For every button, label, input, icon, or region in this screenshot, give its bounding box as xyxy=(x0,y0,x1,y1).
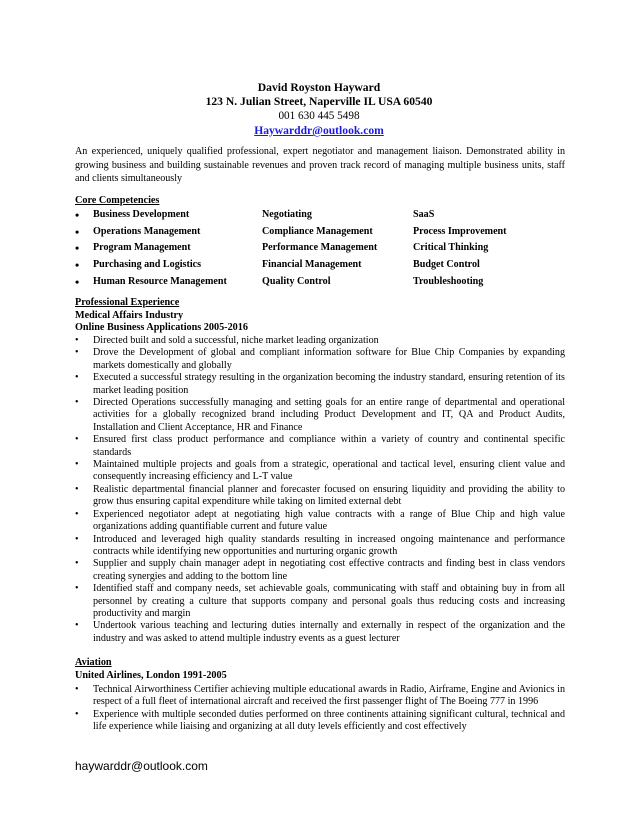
competency-item: Critical Thinking xyxy=(413,242,489,253)
bullet-icon: • xyxy=(75,620,79,632)
bullet-icon: • xyxy=(75,208,80,222)
medical-company-heading: Online Business Applications 2005-2016 xyxy=(75,322,248,333)
bullet-icon: • xyxy=(75,224,80,239)
candidate-name: David Royston Hayward xyxy=(257,81,381,94)
professional-experience-heading: Professional Experience xyxy=(75,297,180,308)
list-item xyxy=(75,397,565,434)
experience-text: Technical Airworthiness Certifier achieving multiple educational awards in Radio, Airframe, Engine and Avionics in respect of a full fleet of international aircraft and received the first passenger flight of The Boeing 777 in 1996 xyxy=(93,684,565,708)
list-item xyxy=(75,484,565,509)
list-item xyxy=(75,372,565,397)
competency-item: Business Development xyxy=(93,209,190,220)
bullet-icon: • xyxy=(75,483,79,495)
bullet-icon: • xyxy=(75,684,79,695)
aviation-industry-heading: Aviation xyxy=(75,657,112,668)
competency-item: Compliance Management xyxy=(262,225,373,237)
competency-item: Negotiating xyxy=(262,209,312,220)
experience-text: Maintained multiple projects and goals from a strategic, operational and tactical level, ensuring client value and consequently increasing efficiency and L-T value xyxy=(93,459,565,483)
experience-text: Introduced and leveraged high quality standards resulting in increased ongoing maintenance and performance contracts while identifying new opportunities and nurturing organic growth xyxy=(93,533,565,557)
aviation-experience-list xyxy=(75,684,565,734)
aviation-company-heading: United Airlines, London 1991-2005 xyxy=(75,670,227,681)
competency-item: Purchasing and Logistics xyxy=(93,258,202,270)
competency-row xyxy=(75,225,565,242)
bullet-icon: • xyxy=(75,583,79,595)
bullet-icon: • xyxy=(75,275,80,289)
experience-text: Undertook various teaching and lecturing duties internally and externally in respect of the organization and the industry and was asked to attend multiple industry events as a guest lecturer xyxy=(93,620,565,644)
experience-text: Executed a successful strategy resulting in the organization becoming the industry standard, ensuring retention of its market leading position xyxy=(93,372,565,396)
competency-row xyxy=(75,258,565,275)
medical-experience-list xyxy=(75,335,565,645)
experience-text: Identified staff and company needs, set achievable goals, communicating with staff and obtaining buy in from all personnel by creating a culture that supports company and personal goals thus reducing costs and increasing productivity and margin xyxy=(93,583,565,619)
competency-row xyxy=(75,208,565,225)
list-item xyxy=(75,509,565,534)
experience-text: Directed built and sold a successful, niche market leading organization xyxy=(93,335,379,346)
competency-item: Troubleshooting xyxy=(413,276,484,287)
resume-header xyxy=(0,81,638,138)
experience-text: Ensured first class product performance and compliance within a variety of country and continental specific standards xyxy=(93,434,565,458)
candidate-email-link[interactable]: Haywarddr@outlook.com xyxy=(254,124,384,137)
list-item xyxy=(75,709,565,734)
list-item xyxy=(75,347,565,372)
professional-summary: An experienced, uniquely qualified professional, expert negotiator and management liaison. Demonstrated ability in growing business and building sustainable revenues and proven track record of managing multiple business units, staff and clients simultaneously xyxy=(75,146,565,185)
competency-item: Human Resource Management xyxy=(93,276,227,287)
candidate-phone: 001 630 445 5498 xyxy=(278,110,360,122)
bullet-icon: • xyxy=(75,347,79,359)
bullet-icon: • xyxy=(75,241,80,255)
bullet-icon: • xyxy=(75,335,79,346)
competency-item: Process Improvement xyxy=(413,225,507,237)
list-item xyxy=(75,558,565,583)
bullet-icon: • xyxy=(75,434,79,446)
competency-row xyxy=(75,275,565,292)
competency-item: Budget Control xyxy=(413,258,480,270)
list-item xyxy=(75,434,565,459)
bullet-icon: • xyxy=(75,533,79,545)
competency-item: Performance Management xyxy=(262,242,378,253)
bullet-icon: • xyxy=(75,397,79,409)
core-competencies-heading: Core Competencies xyxy=(75,195,160,206)
experience-text: Realistic departmental financial planner and forecaster focused on ensuring liquidity and providing the ability to grow thus ensuring capital expenditure while taking on limited external debt xyxy=(93,483,565,508)
candidate-address: 123 N. Julian Street, Naperville IL USA 60540 xyxy=(205,95,433,108)
experience-text: Drove the Development of global and compliant information software for Blue Chip Companies by expanding markets domestically and globally xyxy=(93,347,565,371)
list-item xyxy=(75,459,565,484)
core-competencies-list xyxy=(75,208,565,292)
competency-item: Operations Management xyxy=(93,225,201,237)
competency-row xyxy=(75,241,565,258)
bullet-icon: • xyxy=(75,708,79,720)
footer-email: haywarddr@outlook.com xyxy=(75,759,208,773)
experience-text: Supplier and supply chain manager adept in negotiating cost effective contracts and finding best in class vendors creating synergies and adding to the bottom line xyxy=(93,558,565,582)
bullet-icon: • xyxy=(75,257,80,272)
competency-item: Quality Control xyxy=(262,276,331,287)
competency-item: SaaS xyxy=(413,209,435,220)
list-item xyxy=(75,620,565,645)
experience-text: Directed Operations successfully managing and setting goals for an entire range of departmental and operational activities for a globally recognized brand including Product Development and IT, QA and Product Audits, Installation and Client Acceptance, HR and Finance xyxy=(93,397,565,433)
experience-text: Experience with multiple seconded duties performed on three continents attaining significant cultural, technical and life experience while liaising and organizing at all duty levels efficiently and cost effectively xyxy=(93,708,565,733)
list-item xyxy=(75,534,565,559)
medical-industry-heading: Medical Affairs Industry xyxy=(75,310,184,321)
bullet-icon: • xyxy=(75,372,79,384)
bullet-icon: • xyxy=(75,508,79,520)
competency-item: Program Management xyxy=(93,242,191,253)
bullet-icon: • xyxy=(75,459,79,471)
list-item xyxy=(75,684,565,709)
list-item xyxy=(75,583,565,620)
bullet-icon: • xyxy=(75,558,79,570)
list-item xyxy=(75,335,565,347)
competency-item: Financial Management xyxy=(262,258,362,270)
experience-text: Experienced negotiator adept at negotiating high value contracts with a range of Blue Chip and high value organizations adding quantifiable current and future value xyxy=(93,508,565,533)
